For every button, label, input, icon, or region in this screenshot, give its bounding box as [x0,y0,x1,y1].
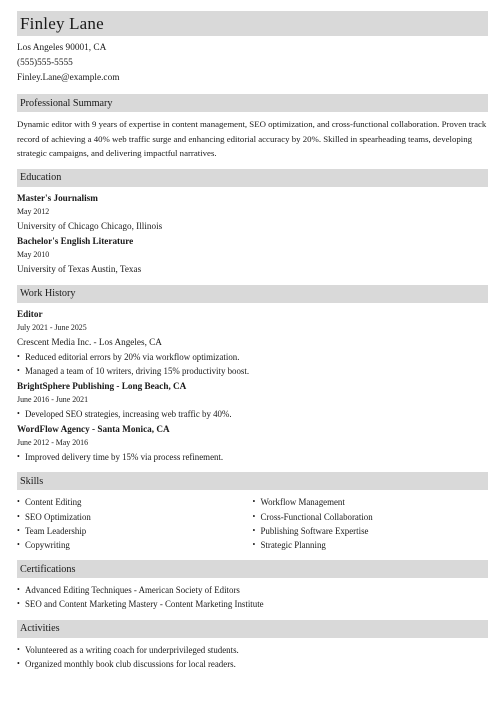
skill-item: • Content Editing [17,495,253,509]
skills-grid [17,495,488,552]
education-entry [17,192,488,234]
job-role: Editor [17,308,43,319]
job-bullets [17,407,488,421]
contact-email: Finley.Lane@example.com [17,73,120,83]
skills-header [17,472,488,490]
job-entry [17,380,488,421]
skill-item: • Copywriting [17,538,253,552]
education-degree: Bachelor's English Literature [17,236,134,247]
contact-info [17,41,488,86]
activities-list [17,643,488,671]
candidate-name: Finley Lane [20,13,104,33]
job-entry [17,423,488,464]
contact-location: Los Angeles 90001, CA [17,43,107,53]
job-role: BrightSphere Publishing - Long Beach, CA [17,380,187,391]
skill-item: • Strategic Planning [253,538,489,552]
certifications-header [17,560,488,578]
name-header [17,11,488,36]
skill-item: • Team Leadership [17,524,253,538]
education-date: May 2010 [17,250,50,260]
job-bullet: • Developed SEO strategies, increasing web traffic by 40%. [17,407,488,421]
job-role: WordFlow Agency - Santa Monica, CA [17,424,170,435]
certification-item: • Advanced Editing Techniques - American Society of Editors [17,583,488,597]
education-school: University of Chicago Chicago, Illinois [17,220,163,231]
education-title: Education [20,172,62,184]
job-company: Crescent Media Inc. - Los Angeles, CA [17,336,162,347]
work-header [17,285,488,303]
work-title: Work History [20,288,76,300]
education-school: University of Texas Austin, Texas [17,264,142,275]
certifications-list [17,583,488,611]
summary-title: Professional Summary [20,97,113,109]
education-header [17,169,488,187]
job-dates: June 2012 - May 2016 [17,438,89,448]
skill-item: • Workflow Management [253,495,489,509]
skills-column-right [253,495,489,552]
skills-title: Skills [20,475,44,487]
education-date: May 2012 [17,206,50,216]
skill-item: • Cross-Functional Collaboration [253,510,489,524]
certification-item: • SEO and Content Marketing Mastery - Content Marketing Institute [17,597,488,611]
activity-item: • Organized monthly book club discussions for local readers. [17,657,488,671]
job-bullet: • Reduced editorial errors by 20% via workflow optimization. [17,350,488,364]
education-degree: Master's Journalism [17,192,98,203]
education-entry [17,235,488,277]
activity-item: • Volunteered as a writing coach for underprivileged students. [17,643,488,657]
skill-item: • Publishing Software Expertise [253,524,489,538]
job-bullet: • Improved delivery time by 15% via process refinement. [17,450,488,464]
summary-text: Dynamic editor with 9 years of expertise in content management, SEO optimization, and cross-functional collaboration. Proven track record of achieving a 40% web traffic surge and enhancing editorial accuracy by 20%. Skilled in spearheading teams, developing strategic campaigns, and delivering impactful narratives. [17,119,487,159]
certifications-title: Certifications [20,563,76,575]
job-bullet: • Managed a team of 10 writers, driving 15% productivity boost. [17,364,488,378]
contact-phone: (555)555-5555 [17,58,73,68]
skill-item: • SEO Optimization [17,510,253,524]
job-bullets [17,450,488,464]
activities-header [17,620,488,638]
skills-column-left [17,495,253,552]
job-dates: July 2021 - June 2025 [17,322,87,332]
job-entry [17,308,488,378]
job-bullets [17,350,488,378]
summary-header [17,94,488,112]
job-dates: June 2016 - June 2021 [17,394,89,404]
activities-title: Activities [20,623,60,635]
